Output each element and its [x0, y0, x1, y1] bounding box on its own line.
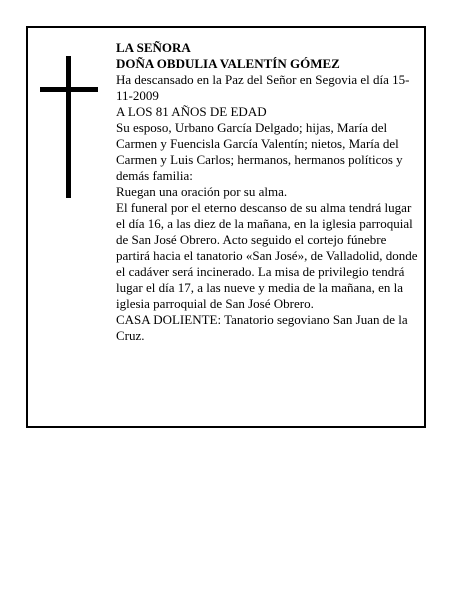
family-line: Su esposo, Urbano García Delgado; hijas, María del Carmen y Fuencisla García Valentín; nietos, María del Carmen y Luis Carlos; hermanos, hermanos políticos y demás familia:	[116, 120, 403, 183]
notice-text	[116, 40, 422, 344]
death-line: Ha descansado en la Paz del Señor en Segovia el día 15-11-2009	[116, 72, 410, 103]
prayer-line: Ruegan una oración por su alma.	[116, 184, 288, 199]
age-line: A LOS 81 AÑOS DE EDAD	[116, 104, 267, 119]
cross-horizontal-bar	[40, 87, 98, 92]
cross-icon	[40, 56, 98, 198]
notice-title: LA SEÑORA	[116, 40, 191, 55]
cross-vertical-bar	[66, 56, 71, 198]
obituary-notice	[26, 26, 426, 428]
funeral-info: El funeral por el eterno descanso de su alma tendrá lugar el día 16, a las diez de la mañana, en la iglesia parroquial de San José Obrero. Acto seguido el cortejo fúnebre partirá hacia el tanatorio «San José», de Valladolid, donde el cadáver será incinerado. La misa de privilegio tendrá lugar el día 17, a las nueve y media de la mañana, en la iglesia parroquial de San José Obrero.	[116, 200, 418, 311]
house-line: CASA DOLIENTE: Tanatorio segoviano San Juan de la Cruz.	[116, 312, 408, 343]
deceased-name: DOÑA OBDULIA VALENTÍN GÓMEZ	[116, 56, 340, 71]
